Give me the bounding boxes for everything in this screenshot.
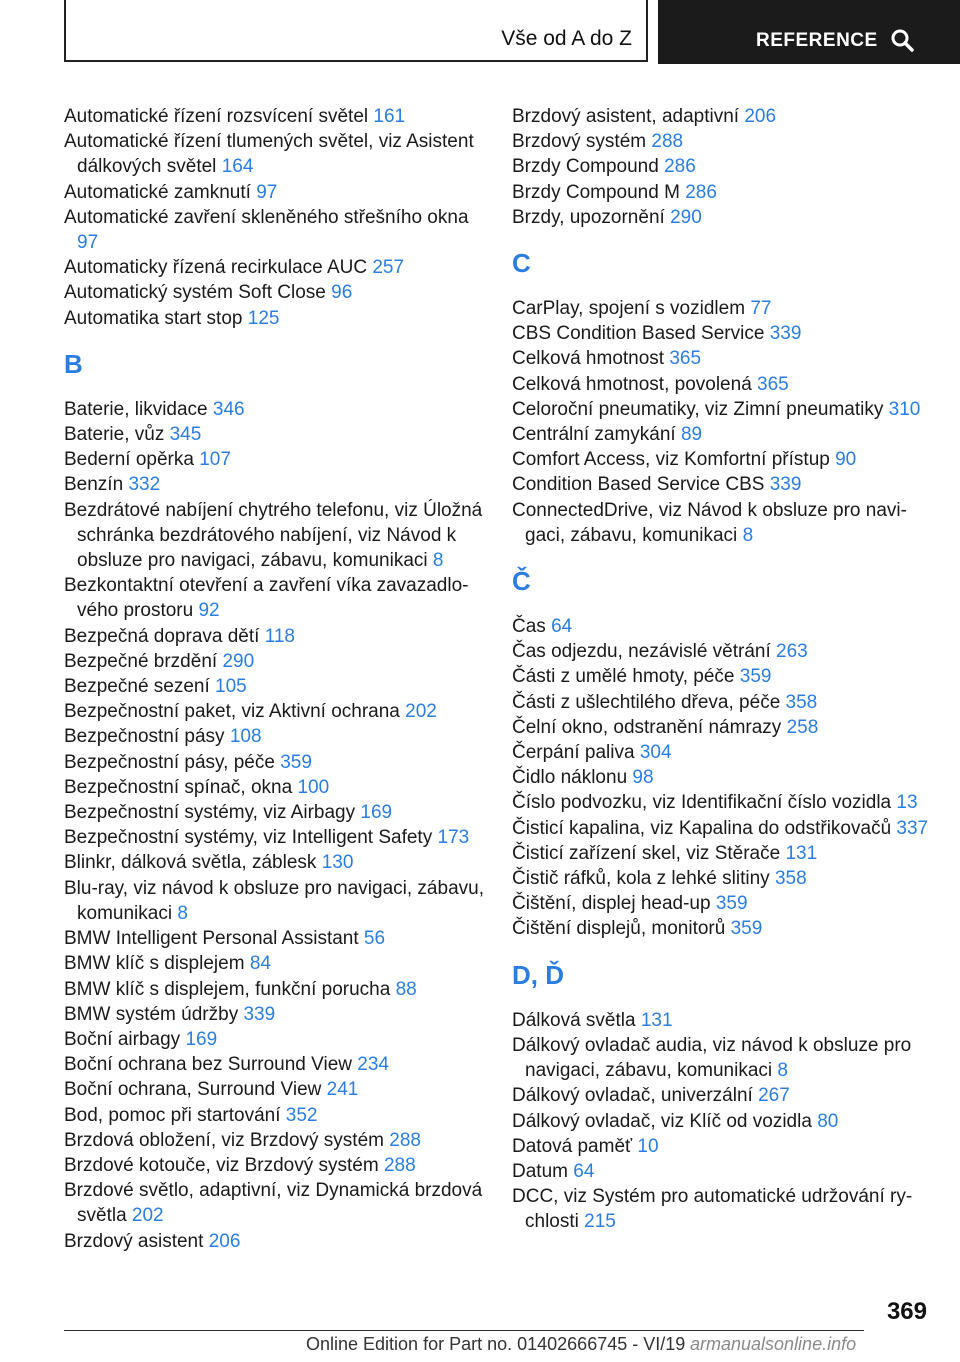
index-entry — [512, 1184, 932, 1234]
index-entry — [512, 1159, 932, 1184]
page-reference-link[interactable]: 84 — [249, 953, 271, 975]
index-entry-text: Benzín — [64, 474, 124, 496]
index-entry — [512, 180, 932, 205]
index-entry — [64, 699, 484, 724]
index-entry-text: Bezpečné brzdění — [64, 650, 218, 672]
index-entry — [512, 104, 932, 129]
edition-note: Online Edition for Part no. 01402666745 - VI/19 — [306, 1334, 686, 1354]
page-reference-link[interactable]: 89 — [680, 424, 703, 446]
index-entry-text: Dálková světla — [512, 1009, 636, 1031]
index-entry — [512, 397, 932, 422]
index-entry-text: Čidlo náklonu — [512, 767, 628, 789]
index-entry — [512, 447, 932, 472]
page-reference-link[interactable]: 290 — [222, 650, 255, 672]
index-entry-text: BMW klíč s displejem, funkční porucha — [64, 978, 391, 1000]
page-reference-link[interactable]: 365 — [669, 348, 702, 370]
index-entry-text: Čisticí kapalina, viz Kapalina do odstřikovačů — [512, 817, 892, 839]
index-entry-text: Automatika start stop — [64, 307, 243, 329]
page-reference-link[interactable]: 358 — [785, 691, 818, 713]
index-letter-heading: C — [512, 248, 531, 279]
page-reference-link[interactable]: 258 — [786, 716, 819, 738]
index-entry — [64, 649, 484, 674]
index-entry — [64, 1153, 484, 1178]
index-entry — [512, 690, 932, 715]
index-entry — [64, 280, 484, 305]
index-entry — [512, 841, 932, 866]
index-entry-text: Baterie, vůz — [64, 424, 165, 446]
index-entry — [512, 916, 932, 941]
page-reference-link[interactable]: 206 — [208, 1230, 241, 1252]
page-reference-link[interactable]: 56 — [363, 928, 386, 950]
index-entry-text: Automatické řízení tlumených světel, viz Asistent dálkových světel — [64, 131, 474, 178]
index-entry-text: Bod, pomoc při startování — [64, 1104, 281, 1126]
index-entry-text: Automatické zamknutí — [64, 181, 251, 203]
index-entry-text: Blu-ray, viz návod k obsluze pro navigaci, zábavu, komunikaci — [64, 877, 484, 924]
index-entry-text: Bezpečnostní paket, viz Aktivní ochrana — [64, 701, 400, 723]
index-entry — [512, 1083, 932, 1108]
index-entry-text: Dálkový ovladač audia, viz návod k obsluze pro navigaci, zábavu, komunikaci — [512, 1034, 912, 1082]
page-reference-link[interactable]: 352 — [285, 1104, 318, 1126]
page-reference-link[interactable]: 358 — [774, 868, 807, 890]
index-entry-text: Brzdy Compound M — [512, 181, 680, 203]
index-entry — [64, 775, 484, 800]
index-entry — [64, 397, 484, 422]
page-reference-link[interactable]: 98 — [632, 767, 654, 789]
index-entry-text: Boční airbagy — [64, 1028, 181, 1050]
index-entry — [64, 573, 484, 623]
index-entry-text: Comfort Access, viz Komfortní přístup — [512, 449, 830, 471]
page-reference-link[interactable]: 215 — [584, 1211, 616, 1233]
index-entry-text: Čas — [512, 616, 546, 638]
index-column-left — [64, 104, 484, 1254]
index-entry — [64, 472, 484, 497]
index-entry — [512, 1033, 932, 1083]
index-letter-heading: B — [64, 348, 83, 379]
index-entry-text: Boční ochrana bez Surround View — [64, 1054, 352, 1076]
index-entry-text: Brzdy Compound — [512, 156, 659, 178]
page-number: 369 — [886, 1298, 927, 1325]
index-entry-text: Čisticí zařízení skel, viz Stěrače — [512, 842, 781, 864]
page-reference-link[interactable]: 8 — [777, 1060, 788, 1082]
page-reference-link[interactable]: 257 — [372, 257, 405, 279]
index-entry — [512, 296, 932, 321]
index-entry-text: Části z umělé hmoty, péče — [512, 666, 735, 688]
page-reference-link[interactable]: 332 — [128, 474, 161, 496]
index-entry-text: Čas odjezdu, nezávislé větrání — [512, 641, 771, 663]
index-letter-heading: D, Ď — [512, 959, 564, 990]
page-reference-link[interactable]: 96 — [331, 282, 353, 304]
index-entry — [64, 800, 484, 825]
index-entry-text: CBS Condition Based Service — [512, 323, 765, 345]
index-entry — [512, 1008, 932, 1033]
index-entry — [64, 750, 484, 775]
index-entry — [64, 674, 484, 699]
index-entry — [512, 664, 932, 689]
index-entry-text: Čelní okno, odstranění námrazy — [512, 716, 782, 738]
index-entry-text: BMW klíč s displejem — [64, 953, 245, 975]
page-reference-link[interactable]: 288 — [651, 131, 684, 153]
index-entry-text: Boční ochrana, Surround View — [64, 1079, 322, 1101]
index-entry-text: Condition Based Service CBS — [512, 474, 765, 496]
index-entry — [512, 740, 932, 765]
index-entry-text: Baterie, likvidace — [64, 398, 208, 420]
index-entry-text: Bezpečná doprava dětí — [64, 625, 260, 647]
page-reference-link[interactable]: 288 — [383, 1154, 416, 1176]
index-entry-text: Čištění displejů, monitorů — [512, 918, 726, 940]
index-entry — [64, 1052, 484, 1077]
index-entry-text: Dálkový ovladač, univerzální — [512, 1085, 753, 1107]
index-entry-text: Bezpečnostní systémy, viz Airbagy — [64, 802, 356, 824]
index-entry-text: Automatický systém Soft Close — [64, 282, 326, 304]
page-reference-link[interactable]: 131 — [785, 842, 818, 864]
index-entry — [512, 129, 932, 154]
index-entry-text: Brzdový asistent, adaptivní — [512, 106, 740, 127]
page-reference-link[interactable]: 359 — [730, 918, 763, 940]
index-entry — [64, 724, 484, 749]
page-reference-link[interactable]: 80 — [817, 1110, 839, 1132]
index-entry — [64, 977, 484, 1002]
index-entry-text: Celková hmotnost — [512, 348, 665, 370]
index-entry — [512, 816, 932, 841]
index-entry — [64, 255, 484, 280]
index-entry — [64, 951, 484, 976]
index-entry — [512, 498, 932, 548]
index-entry — [64, 850, 484, 875]
index-entry — [64, 825, 484, 850]
page-reference-link[interactable]: 92 — [198, 600, 220, 622]
index-entry-text: Brzdová obložení, viz Brzdový systém — [64, 1129, 384, 1151]
page-reference-link[interactable]: 288 — [389, 1129, 421, 1151]
index-entry-text: Celková hmotnost, povolená — [512, 373, 752, 395]
page-reference-link[interactable]: 64 — [573, 1160, 595, 1182]
index-entry — [512, 891, 932, 916]
index-entry-text: Datová paměť — [512, 1135, 633, 1157]
index-entry-text: Brzdy, upozornění — [512, 206, 665, 228]
page-reference-link[interactable]: 100 — [297, 776, 330, 798]
page-reference-link[interactable]: 169 — [360, 802, 393, 824]
page-reference-link[interactable]: 206 — [744, 106, 777, 127]
page-reference-link[interactable]: 108 — [229, 726, 262, 748]
index-entry — [512, 790, 932, 815]
page-reference-link[interactable]: 77 — [750, 298, 772, 320]
footer-divider — [64, 1330, 864, 1331]
index-entry — [512, 321, 932, 346]
page-reference-link[interactable]: 8 — [432, 550, 444, 572]
index-entry — [64, 1178, 484, 1228]
index-entry — [512, 715, 932, 740]
page-reference-link[interactable]: 310 — [888, 398, 921, 420]
index-entry — [512, 372, 932, 397]
index-entry-text: Bezpečné sezení — [64, 676, 210, 698]
index-entry-text: Brzdové kotouče, viz Brzdový systém — [64, 1154, 379, 1176]
reference-label: REFERENCE — [756, 30, 878, 51]
section-tab — [64, 0, 648, 62]
index-entry-text: Datum — [512, 1160, 568, 1182]
index-entry-text: Brzdový asistent — [64, 1230, 204, 1252]
page-reference-link[interactable]: 345 — [169, 424, 202, 446]
page-reference-link[interactable]: 125 — [247, 307, 280, 329]
index-entry — [64, 205, 484, 255]
page-reference-link[interactable]: 234 — [357, 1054, 389, 1076]
page-reference-link[interactable]: 169 — [185, 1028, 218, 1050]
index-entry-text: Bezpečnostní systémy, viz Intelligent Safety — [64, 827, 433, 849]
index-entry — [64, 1229, 484, 1254]
page-reference-link[interactable]: 286 — [685, 181, 717, 203]
index-entry-text: Čištění, displej head-up — [512, 893, 711, 915]
index-entry — [512, 205, 932, 230]
page-reference-link[interactable]: 267 — [758, 1085, 790, 1107]
index-entry-text: Celoroční pneumatiky, viz Zimní pneumatiky — [512, 398, 884, 420]
page-reference-link[interactable]: 359 — [715, 893, 748, 915]
index-entry — [64, 1002, 484, 1027]
page-reference-link[interactable]: 337 — [896, 817, 929, 839]
page-reference-link[interactable]: 8 — [742, 524, 754, 546]
index-entry — [64, 1128, 484, 1153]
index-entry — [512, 154, 932, 179]
index-entry — [512, 1134, 932, 1159]
page-reference-link[interactable]: 105 — [215, 676, 247, 698]
index-entry-text: BMW Intelligent Personal Assistant — [64, 928, 359, 950]
index-entry-text: Automaticky řízená recirkulace AUC — [64, 257, 368, 279]
index-entry — [512, 765, 932, 790]
index-entry — [64, 1077, 484, 1102]
index-entry-text: Dálkový ovladač, viz Klíč od vozidla — [512, 1110, 812, 1132]
index-entry-text: Brzdové světlo, adaptivní, viz Dynamická brzdová světla — [64, 1180, 483, 1227]
index-entry — [64, 876, 484, 926]
index-entry-text: BMW systém údržby — [64, 1003, 239, 1025]
index-entry — [64, 422, 484, 447]
page-reference-link[interactable]: 202 — [405, 701, 437, 723]
index-entry-text: Číslo podvozku, viz Identifikační číslo vozidla — [512, 792, 892, 814]
page-reference-link[interactable]: 97 — [77, 232, 99, 254]
index-entry — [64, 129, 484, 179]
index-entry-text: Automatické řízení rozsvícení světel — [64, 106, 369, 127]
index-entry — [64, 498, 484, 574]
page-reference-link[interactable]: 241 — [326, 1079, 359, 1101]
page-reference-link[interactable]: 97 — [256, 181, 278, 203]
index-entry-text: Čerpání paliva — [512, 742, 635, 764]
page-reference-link[interactable]: 118 — [264, 625, 295, 647]
page-reference-link[interactable]: 10 — [637, 1135, 659, 1157]
index-entry-text: Bederní opěrka — [64, 449, 194, 471]
index-entry — [512, 346, 932, 371]
index-entry-text: DCC, viz Systém pro automatické udržování ry‐chlosti — [512, 1186, 913, 1233]
index-entry — [64, 926, 484, 951]
index-entry — [512, 472, 932, 497]
page-reference-link[interactable]: 346 — [212, 398, 245, 420]
page-reference-link[interactable]: 130 — [321, 852, 354, 874]
search-icon[interactable] — [890, 28, 914, 52]
page-reference-link[interactable]: 286 — [664, 156, 696, 178]
index-entry — [64, 447, 484, 472]
page-reference-link[interactable]: 107 — [199, 449, 231, 471]
index-entry — [64, 1027, 484, 1052]
index-entry-text: Bezpečnostní spínač, okna — [64, 776, 293, 798]
index-entry-text: Čistič ráfků, kola z lehké slitiny — [512, 868, 770, 890]
page-reference-link[interactable]: 263 — [776, 641, 808, 663]
index-entry — [64, 104, 484, 129]
index-entry — [64, 1103, 484, 1128]
page-reference-link[interactable]: 8 — [177, 902, 188, 924]
page-reference-link[interactable]: 90 — [835, 449, 857, 471]
index-entry — [512, 422, 932, 447]
index-entry — [512, 614, 932, 639]
page-reference-link[interactable]: 339 — [243, 1003, 276, 1025]
index-entry-text: Bezpečnostní pásy — [64, 726, 225, 748]
watermark: armanualsonline.info — [690, 1334, 857, 1354]
page-reference-link[interactable]: 202 — [131, 1205, 164, 1227]
page-reference-link[interactable]: 13 — [896, 792, 918, 814]
index-entry-text: CarPlay, spojení s vozidlem — [512, 298, 746, 320]
index-entry — [512, 866, 932, 891]
page-reference-link[interactable]: 359 — [280, 751, 312, 773]
index-entry-text: Bezkontaktní otevření a zavření víka zavazadlo‐vého prostoru — [64, 575, 469, 622]
index-entry-text: Bezpečnostní pásy, péče — [64, 751, 275, 773]
index-entry — [64, 624, 484, 649]
index-column-right — [512, 104, 932, 1235]
section-title: Vše od A do Z — [501, 27, 632, 50]
index-entry-text: Bezdrátové nabíjení chytrého telefonu, viz Úložná schránka bezdrátového nabíjení, viz Návod k obsluze pro navigaci, zábavu, komunikaci — [64, 499, 483, 572]
page-reference-link[interactable]: 164 — [221, 156, 254, 178]
index-entry — [512, 1109, 932, 1134]
page-reference-link[interactable]: 161 — [373, 106, 406, 127]
page-header — [64, 0, 960, 64]
page-reference-link[interactable]: 339 — [769, 323, 802, 345]
index-entry-text: Brzdový systém — [512, 131, 647, 153]
index-entry-text: Blinkr, dálková světla, záblesk — [64, 852, 317, 874]
page-reference-link[interactable]: 304 — [639, 742, 672, 764]
page-reference-link[interactable]: 359 — [739, 666, 772, 688]
page-reference-link[interactable]: 173 — [437, 827, 470, 849]
index-entry — [512, 639, 932, 664]
index-entry-text: Automatické zavření skleněného střešního okna — [64, 206, 469, 228]
index-entry — [64, 306, 484, 331]
page-reference-link[interactable]: 339 — [769, 474, 802, 496]
index-entry-text: Centrální zamykání — [512, 424, 676, 446]
index-letter-heading: Č — [512, 566, 531, 597]
page-reference-link[interactable]: 88 — [395, 978, 417, 1000]
index-entry-text: ConnectedDrive, viz Návod k obsluze pro navi‐gaci, zábavu, komunikaci — [512, 499, 907, 546]
page-reference-link[interactable]: 131 — [640, 1009, 673, 1031]
index-entry-text: Části z ušlechtilého dřeva, péče — [512, 691, 781, 713]
index-entry — [64, 180, 484, 205]
page-reference-link[interactable]: 64 — [551, 616, 573, 638]
reference-tab[interactable] — [658, 0, 960, 64]
page-reference-link[interactable]: 290 — [670, 206, 702, 228]
page-reference-link[interactable]: 365 — [757, 373, 789, 395]
